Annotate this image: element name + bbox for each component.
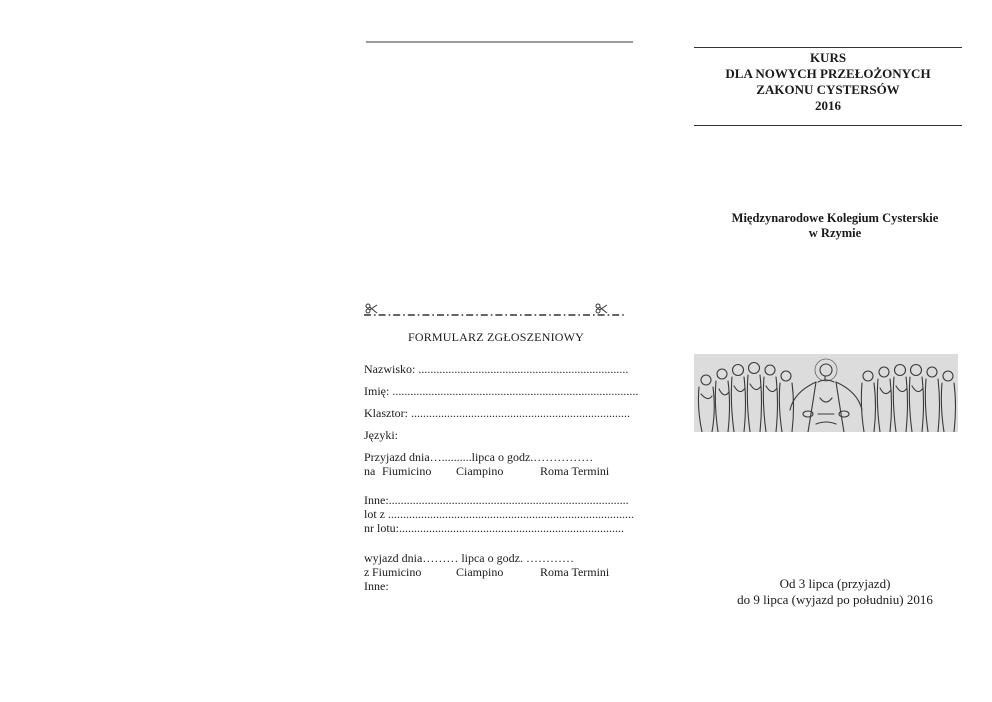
christ-figure xyxy=(790,359,862,432)
arrival-option-roma-termini[interactable]: Roma Termini xyxy=(540,464,610,478)
course-title xyxy=(694,50,962,114)
languages-field[interactable]: Języki: xyxy=(364,428,398,442)
arrival-option-fiumicino[interactable]: Fiumicino xyxy=(382,464,432,478)
title-rule-top xyxy=(694,47,962,48)
course-title-line2: DLA NOWYCH PRZEŁOŻONYCH xyxy=(725,66,931,81)
first-name-field[interactable]: Imię: .................................................................................. xyxy=(364,384,639,398)
other-field[interactable]: Inne:................................................................................ xyxy=(364,493,629,507)
course-dates-line1: Od 3 lipca (przyjazd) xyxy=(779,576,891,591)
cut-line xyxy=(362,302,627,324)
arrival-airport-options xyxy=(364,464,609,479)
college-name-line1: Międzynarodowe Kolegium Cysterskie xyxy=(731,211,939,225)
scissors-left-icon xyxy=(366,304,377,313)
form-title: FORMULARZ ZGŁOSZENIOWY xyxy=(407,330,585,344)
departure-other-field[interactable]: Inne: xyxy=(364,579,389,593)
arrival-option-ciampino[interactable]: Ciampino xyxy=(456,464,504,478)
departure-option-ciampino[interactable]: Ciampino xyxy=(456,565,504,579)
apostles-right-figures xyxy=(861,365,955,433)
course-title-line1: KURS xyxy=(809,50,847,65)
monastery-field[interactable]: Klasztor: ......................................................................... xyxy=(364,406,630,420)
top-divider xyxy=(366,41,633,43)
scissors-right-icon xyxy=(596,304,607,313)
flight-number-field[interactable]: nr lotu:........................................................................... xyxy=(364,521,624,535)
departure-option-fiumicino[interactable]: Fiumicino xyxy=(372,565,422,579)
arrival-prefix: na xyxy=(364,464,376,478)
title-rule-bottom xyxy=(694,125,962,126)
departure-prefix: z xyxy=(364,565,370,579)
departure-date-field[interactable]: wyjazd dnia……… lipca o godz. ………… xyxy=(364,551,574,565)
flight-from-field[interactable]: lot z .................................................................................. xyxy=(364,507,634,521)
college-name xyxy=(694,211,976,241)
college-name-line2: w Rzymie xyxy=(808,226,862,240)
course-year: 2016 xyxy=(815,98,841,113)
arrival-date-field[interactable]: Przyjazd dnia…..........lipca o godz.…………… xyxy=(364,450,594,464)
departure-airport-options xyxy=(364,565,609,580)
surname-field[interactable]: Nazwisko: ...................................................................... xyxy=(364,362,629,376)
departure-option-roma-termini[interactable]: Roma Termini xyxy=(540,565,610,579)
course-dates-line2: do 9 lipca (wyjazd po południu) 2016 xyxy=(737,592,933,607)
course-dates xyxy=(694,576,976,608)
apostles-left-figures xyxy=(698,363,793,433)
course-title-line3: ZAKONU CYSTERSÓW xyxy=(756,82,900,97)
christ-and-apostles-illustration xyxy=(694,354,958,432)
